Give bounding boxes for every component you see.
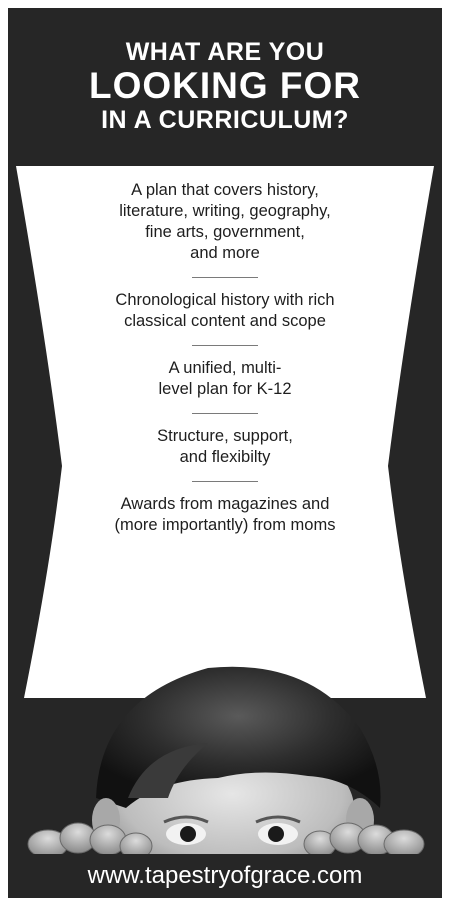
- feature-item-2-line-2: classical content and scope: [124, 312, 326, 330]
- headline-line-2: LOOKING FOR: [88, 65, 362, 106]
- headline-line-1: WHAT ARE YOU: [125, 38, 325, 66]
- child-peeking-photo: [8, 8, 442, 898]
- feature-item-4-line-1: Structure, support,: [157, 427, 293, 445]
- feature-item-1-line-3: fine arts, government,: [145, 223, 305, 241]
- feature-item-1-line-1: A plan that covers history,: [131, 181, 319, 199]
- feature-item-1-line-2: literature, writing, geography,: [119, 202, 331, 220]
- feature-item-5-line-1: Awards from magazines and: [120, 495, 330, 513]
- advertisement: [8, 8, 442, 898]
- feature-item-5-line-2: (more importantly) from moms: [114, 516, 336, 534]
- feature-item-2-line-1: Chronological history with rich: [115, 291, 335, 309]
- feature-item-3-line-1: A unified, multi-: [168, 359, 282, 377]
- feature-item-1-line-4: and more: [190, 244, 260, 262]
- website-url[interactable]: www.tapestryofgrace.com: [87, 862, 363, 889]
- feature-item-4-line-2: and flexibilty: [179, 448, 271, 466]
- feature-item-3-line-2: level plan for K-12: [158, 380, 292, 398]
- headline-line-3: IN A CURRICULUM?: [101, 106, 349, 134]
